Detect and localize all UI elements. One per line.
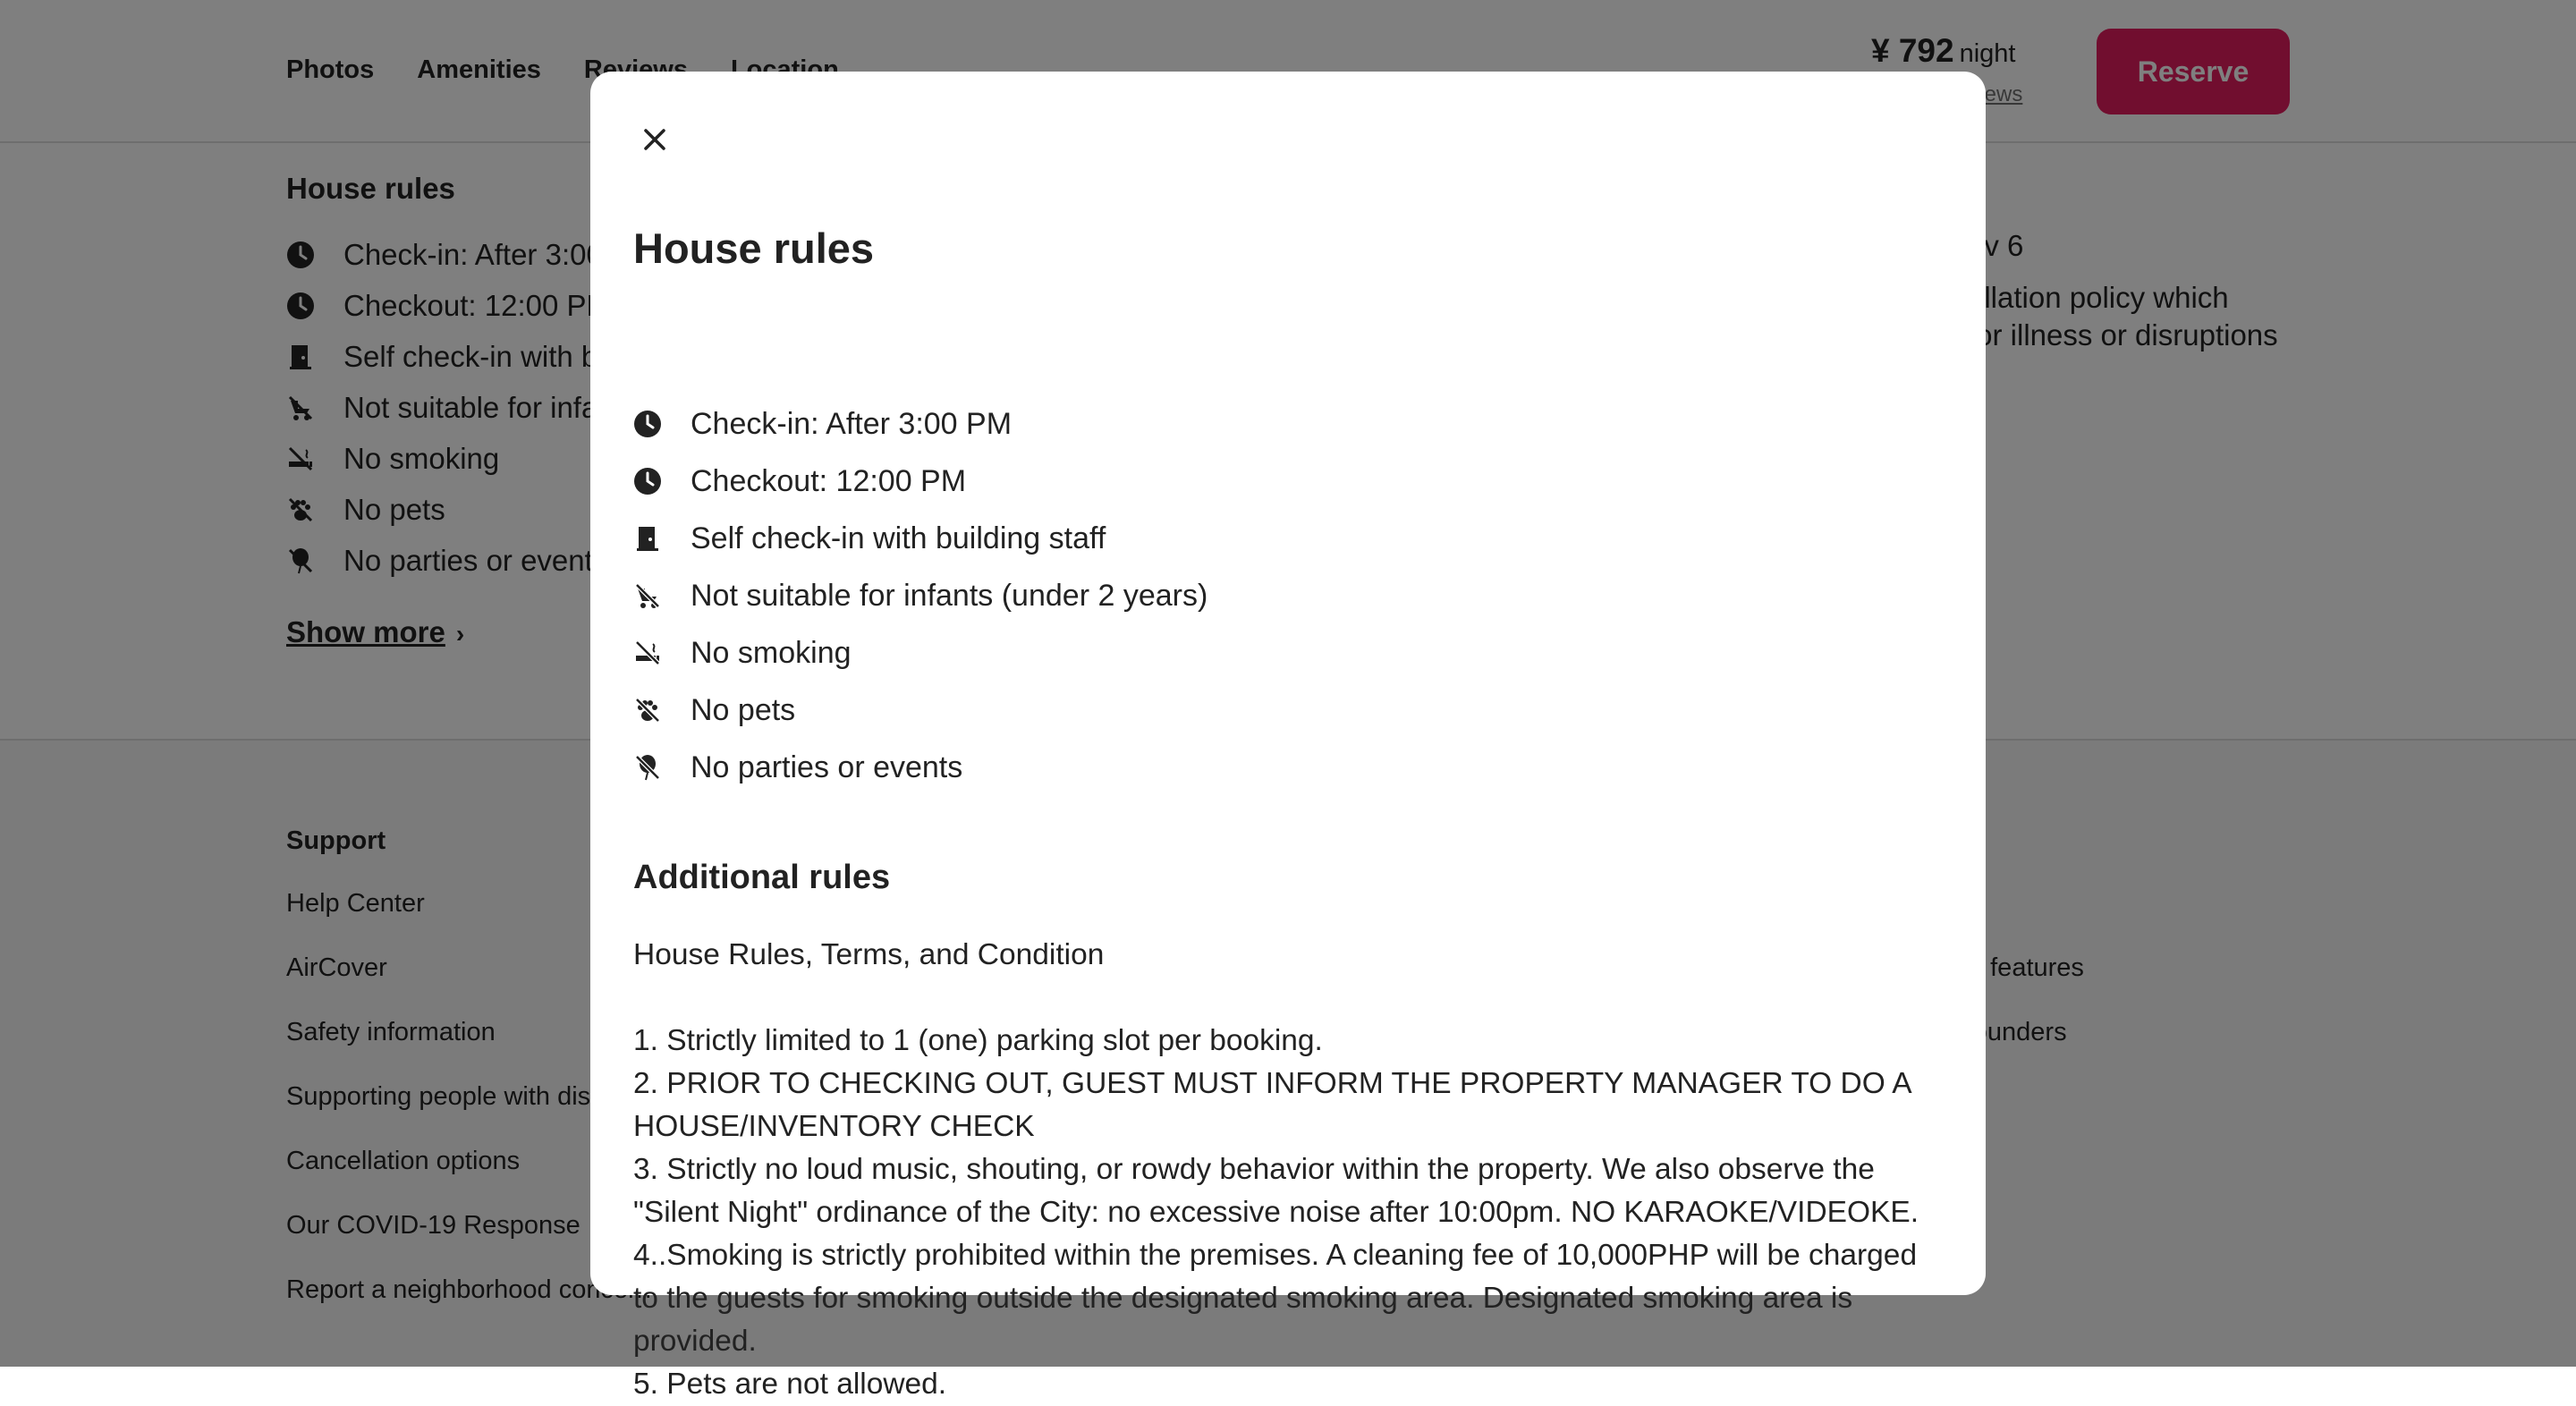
rule-text: Not suitable for infants (under 2 years) — [691, 578, 1208, 613]
additional-rules-heading: Additional rules — [633, 859, 891, 896]
rule-item — [633, 395, 1208, 453]
close-icon — [642, 127, 667, 152]
no-pets-icon — [633, 696, 662, 724]
additional-rule-line: House Rules, Terms, and Condition — [633, 938, 1105, 971]
rule-item — [633, 682, 1208, 739]
rule-item — [633, 739, 1208, 796]
close-button[interactable] — [626, 111, 683, 168]
additional-rule-line: 3. Strictly no loud music, shouting, or rowdy behavior within the property. We also observe the "Silent Night" ordinance of the City: no excessive noise after 10:00pm. NO KARAOKE/VIDEOKE. — [633, 1153, 1919, 1229]
additional-rule-line: 4..Smoking is strictly prohibited within the premises. A cleaning fee of 10,000PHP will be charged to the guests for smoking outside the designated smoking area. Designated smoking area is provided. — [633, 1239, 1918, 1358]
rule-text: No parties or events — [691, 750, 963, 784]
rule-text: Check-in: After 3:00 PM — [691, 406, 1013, 441]
door-icon — [633, 524, 662, 553]
no-parties-icon — [633, 753, 662, 782]
blank-line — [633, 977, 1948, 1020]
rule-text: Self check-in with building staff — [691, 521, 1106, 555]
rule-item — [633, 567, 1208, 624]
additional-rule-line: 5. Pets are not allowed. — [633, 1368, 947, 1401]
rule-item — [633, 453, 1208, 510]
house-rules-modal — [590, 72, 1986, 1401]
clock-icon — [633, 467, 662, 495]
no-stroller-icon — [633, 581, 662, 610]
modal-title: House rules — [633, 224, 875, 272]
house-rules-list — [633, 395, 1208, 796]
rule-text: No pets — [691, 692, 796, 727]
rule-text: No smoking — [691, 635, 852, 670]
rule-item — [633, 510, 1208, 567]
rule-text: Checkout: 12:00 PM — [691, 463, 967, 498]
clock-icon — [633, 410, 662, 438]
additional-rule-line: 2. PRIOR TO CHECKING OUT, GUEST MUST INFORM THE PROPERTY MANAGER TO DO A HOUSE/INVENTORY CHECK — [633, 1067, 1911, 1143]
additional-rules-text — [633, 934, 1948, 1406]
additional-rule-line: 1. Strictly limited to 1 (one) parking slot per booking. — [633, 1024, 1323, 1057]
no-smoking-icon — [633, 639, 662, 667]
rule-item — [633, 624, 1208, 682]
